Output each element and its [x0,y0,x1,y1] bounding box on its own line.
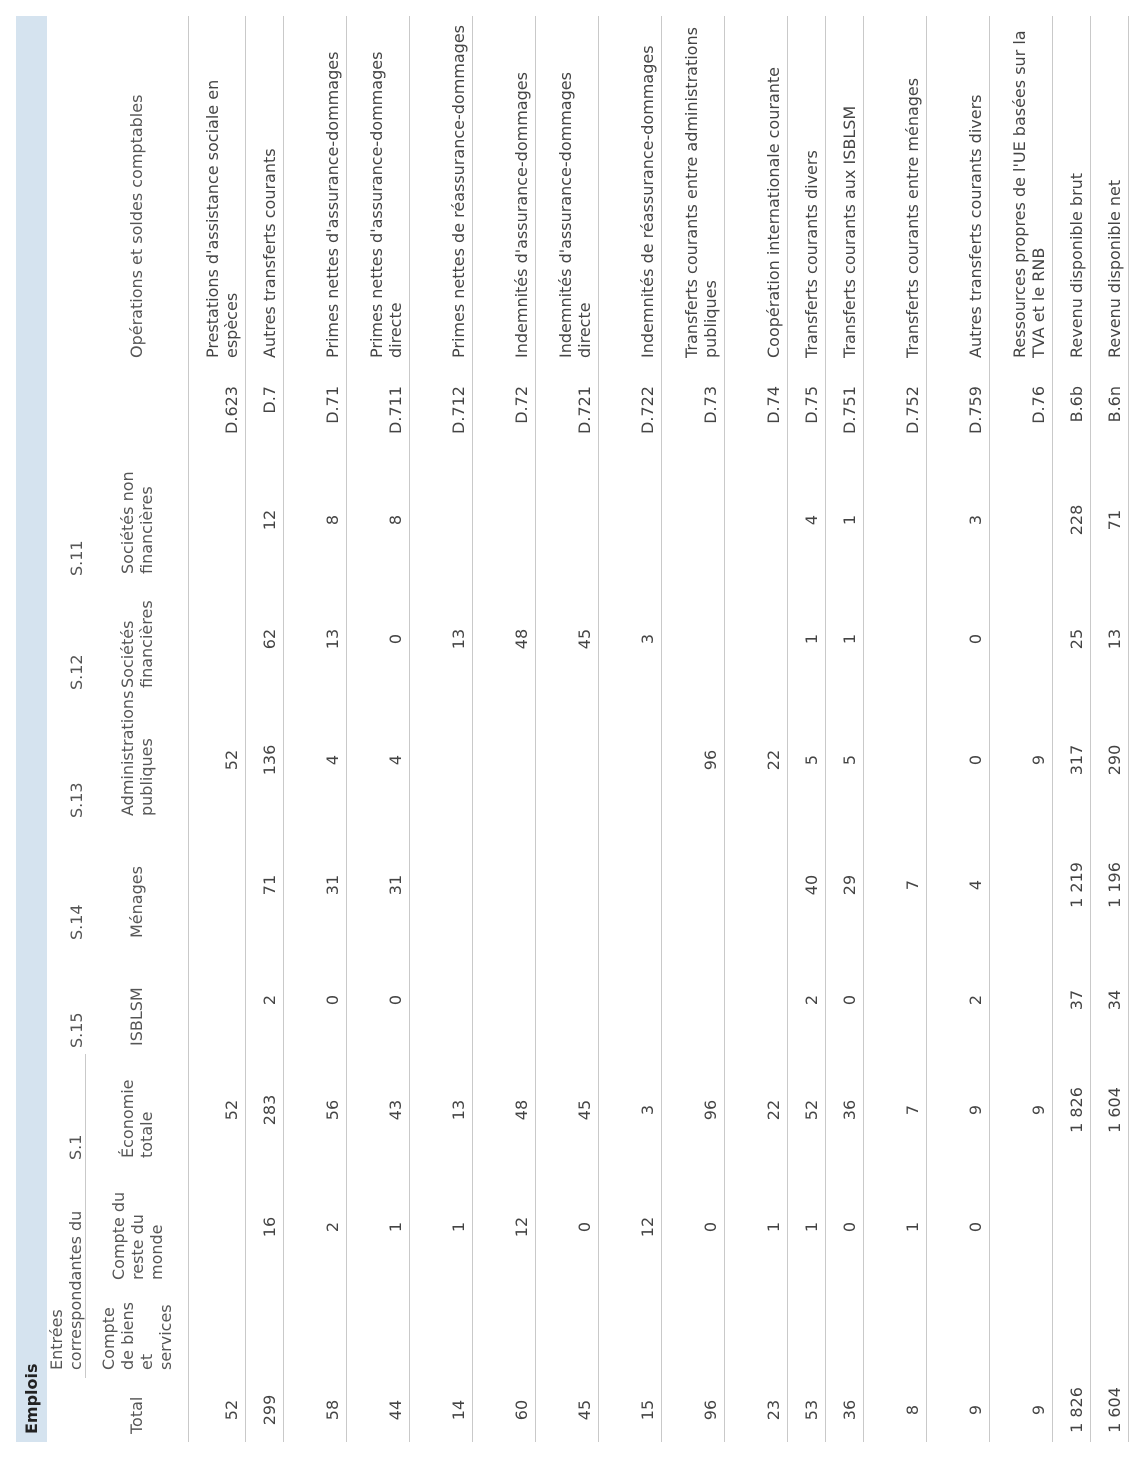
goods-services-cell [536,1288,599,1378]
rest-world-cell: 1 [347,1166,410,1288]
admin-cell: 22 [725,696,788,824]
menages-cell: 40 [788,824,826,946]
soc-fin-cell: 13 [410,582,473,696]
rotated-table-page [16,16,1124,1442]
admin-cell: 136 [246,696,284,824]
sector-code-s13: S.13 [66,782,86,818]
rest-world-cell: 1 [410,1166,473,1288]
sector-code-s14: S.14 [66,904,86,940]
rest-world-cell: 1 [864,1166,927,1288]
menages-cell [189,824,246,946]
table-row [662,16,725,1442]
table-title: Emplois [16,16,47,1442]
rest-world-cell: 16 [246,1166,284,1288]
table-body [189,16,1129,1442]
operation-code: D.71 [284,372,347,458]
total-cell: 58 [284,1378,347,1442]
menages-cell: 7 [864,824,927,946]
soc-fin-cell: 1 [788,582,826,696]
table-row [1053,16,1091,1442]
total-cell: 96 [662,1378,725,1442]
operation-label: Transferts courants entre administrations publiques [662,16,725,372]
sector-code-s12: S.12 [66,654,86,690]
table-row [725,16,788,1442]
admin-cell: 290 [1091,696,1129,824]
col-header-menages: Ménages [86,824,189,946]
admin-cell: 4 [347,696,410,824]
menages-cell [536,824,599,946]
operation-code: D.759 [927,372,990,458]
operation-label: Primes nettes d'assurance-dommages [284,16,347,372]
economie-cell: 48 [473,1054,536,1166]
operation-label: Transferts courants aux ISBLSM [826,16,864,372]
total-cell: 9 [990,1378,1053,1442]
economie-cell: 1 826 [1053,1054,1091,1166]
admin-cell: 52 [189,696,246,824]
col-header-operations: Opérations et soldes comptables [86,16,189,372]
soc-nonfin-cell: 12 [246,458,284,582]
soc-nonfin-cell [536,458,599,582]
soc-nonfin-cell: 71 [1091,458,1129,582]
operation-label: Prestations d'assistance sociale en espèces [189,16,246,372]
economie-cell: 43 [347,1054,410,1166]
isblsm-cell [725,946,788,1054]
table-row [788,16,826,1442]
operation-label: Revenu disponible brut [1053,16,1091,372]
operation-code: B.6n [1091,372,1129,458]
soc-fin-cell [662,582,725,696]
soc-fin-cell: 3 [599,582,662,696]
goods-services-cell [927,1288,990,1378]
total-cell: 60 [473,1378,536,1442]
economie-cell: 36 [826,1054,864,1166]
goods-services-cell [1053,1288,1091,1378]
soc-nonfin-cell: 8 [347,458,410,582]
total-cell: 45 [536,1378,599,1442]
col-header-soc-fin: Sociétés financières [86,582,189,696]
table-row [990,16,1053,1442]
operation-code: D.73 [662,372,725,458]
economie-cell: 7 [864,1054,927,1166]
isblsm-cell: 37 [1053,946,1091,1054]
goods-services-cell [599,1288,662,1378]
menages-cell [662,824,725,946]
goods-services-cell [864,1288,927,1378]
goods-services-cell [662,1288,725,1378]
soc-nonfin-cell [473,458,536,582]
menages-cell: 31 [347,824,410,946]
col-header-rest-world: Compte du reste du monde [86,1166,189,1288]
isblsm-cell [599,946,662,1054]
soc-fin-cell: 13 [1091,582,1129,696]
col-header-economie: Économie totale [86,1054,189,1166]
goods-services-cell [473,1288,536,1378]
soc-nonfin-cell: 8 [284,458,347,582]
sector-code-s15: S.15 [66,1012,86,1048]
rest-world-cell: 0 [536,1166,599,1288]
menages-cell: 29 [826,824,864,946]
col-header-goods-services: Compte de biens et services [86,1288,189,1378]
operation-code: B.6b [1053,372,1091,458]
operation-code: D.712 [410,372,473,458]
entries-group-label: Entrées correspondantes du [47,1166,86,1378]
table-row [599,16,662,1442]
soc-fin-cell [189,582,246,696]
rest-world-cell: 0 [927,1166,990,1288]
admin-cell [864,696,927,824]
operation-label: Primes nettes d'assurance-dommages directe [347,16,410,372]
admin-cell: 5 [826,696,864,824]
menages-cell [990,824,1053,946]
table-row [864,16,927,1442]
economie-cell: 96 [662,1054,725,1166]
admin-cell: 96 [662,696,725,824]
isblsm-cell: 0 [347,946,410,1054]
economie-cell: 13 [410,1054,473,1166]
goods-services-cell [990,1288,1053,1378]
table-row [410,16,473,1442]
isblsm-cell [189,946,246,1054]
soc-fin-cell: 0 [927,582,990,696]
menages-cell: 31 [284,824,347,946]
table-row [246,16,284,1442]
isblsm-cell: 0 [284,946,347,1054]
economie-cell: 9 [990,1054,1053,1166]
soc-fin-cell [725,582,788,696]
total-cell: 9 [927,1378,990,1442]
col-header-soc-nonfin: Sociétés non financières [86,458,189,582]
menages-cell [725,824,788,946]
soc-nonfin-cell: 4 [788,458,826,582]
goods-services-cell [826,1288,864,1378]
col-header-isblsm: ISBLSM [86,946,189,1054]
goods-services-cell [347,1288,410,1378]
soc-fin-cell: 45 [536,582,599,696]
total-cell: 1 826 [1053,1378,1091,1442]
soc-fin-cell: 62 [246,582,284,696]
isblsm-cell: 2 [788,946,826,1054]
sector-code-s1: S.1 [47,1054,86,1166]
rest-world-cell: 2 [284,1166,347,1288]
operation-code: D.76 [990,372,1053,458]
rest-world-cell: 0 [826,1166,864,1288]
economie-cell: 1 604 [1091,1054,1129,1166]
title-bar [16,16,47,1442]
menages-cell: 71 [246,824,284,946]
sector-code-s11: S.11 [66,540,86,576]
operation-label: Autres transferts courants [246,16,284,372]
isblsm-cell [662,946,725,1054]
operation-label: Primes nettes de réassurance-dommages [410,16,473,372]
menages-cell [410,824,473,946]
isblsm-cell [473,946,536,1054]
rest-world-cell [1053,1166,1091,1288]
table-row [189,16,246,1442]
operation-label: Indemnités d'assurance-dommages directe [536,16,599,372]
economie-cell: 56 [284,1054,347,1166]
table-row [1091,16,1129,1442]
operation-label: Ressources propres de l'UE basées sur la TVA et le RNB [990,16,1053,372]
admin-cell [536,696,599,824]
operation-code: D.75 [788,372,826,458]
operation-label: Indemnités d'assurance-dommages [473,16,536,372]
menages-cell: 4 [927,824,990,946]
soc-fin-cell: 25 [1053,582,1091,696]
soc-fin-cell: 1 [826,582,864,696]
isblsm-cell [410,946,473,1054]
table-row [473,16,536,1442]
admin-cell [410,696,473,824]
operation-code: D.751 [826,372,864,458]
operation-label: Transferts courants entre ménages [864,16,927,372]
operation-code: D.722 [599,372,662,458]
total-cell: 15 [599,1378,662,1442]
soc-nonfin-cell [599,458,662,582]
isblsm-cell [990,946,1053,1054]
total-cell: 52 [189,1378,246,1442]
goods-services-cell [246,1288,284,1378]
isblsm-cell [536,946,599,1054]
economie-cell: 283 [246,1054,284,1166]
rest-world-cell: 12 [599,1166,662,1288]
soc-fin-cell: 0 [347,582,410,696]
economie-cell: 3 [599,1054,662,1166]
operation-code: D.752 [864,372,927,458]
admin-cell: 0 [927,696,990,824]
admin-cell: 5 [788,696,826,824]
menages-cell: 1 196 [1091,824,1129,946]
admin-cell: 317 [1053,696,1091,824]
admin-cell [599,696,662,824]
operation-code: D.623 [189,372,246,458]
operation-code: D.721 [536,372,599,458]
operation-code: D.7 [246,372,284,458]
soc-nonfin-cell [662,458,725,582]
soc-nonfin-cell [189,458,246,582]
col-header-total: Total [86,1378,189,1442]
total-cell: 299 [246,1378,284,1442]
soc-nonfin-cell [410,458,473,582]
total-cell: 23 [725,1378,788,1442]
table-row [347,16,410,1442]
total-cell: 8 [864,1378,927,1442]
total-cell: 36 [826,1378,864,1442]
isblsm-cell: 2 [927,946,990,1054]
goods-services-cell [189,1288,246,1378]
soc-nonfin-cell: 228 [1053,458,1091,582]
soc-nonfin-cell [864,458,927,582]
menages-cell [473,824,536,946]
operation-label: Transferts courants divers [788,16,826,372]
admin-cell [473,696,536,824]
rest-world-cell: 1 [725,1166,788,1288]
rest-world-cell [990,1166,1053,1288]
soc-fin-cell: 48 [473,582,536,696]
total-cell: 1 604 [1091,1378,1129,1442]
isblsm-cell: 2 [246,946,284,1054]
economie-cell: 22 [725,1054,788,1166]
soc-nonfin-cell [725,458,788,582]
rest-world-cell: 0 [662,1166,725,1288]
menages-cell [599,824,662,946]
operation-label: Autres transferts courants divers [927,16,990,372]
isblsm-cell [864,946,927,1054]
column-header-row [86,16,189,1442]
operation-label: Coopération internationale courante [725,16,788,372]
rest-world-cell: 1 [788,1166,826,1288]
economie-cell: 52 [189,1054,246,1166]
isblsm-cell: 34 [1091,946,1129,1054]
table-row [826,16,864,1442]
operation-code: D.74 [725,372,788,458]
economie-cell: 9 [927,1054,990,1166]
group-header-row [47,16,86,1442]
economie-cell: 52 [788,1054,826,1166]
col-header-admin: Administrations publiques [86,696,189,824]
goods-services-cell [410,1288,473,1378]
admin-cell: 4 [284,696,347,824]
admin-cell: 9 [990,696,1053,824]
operation-code: D.72 [473,372,536,458]
soc-fin-cell [864,582,927,696]
soc-fin-cell [990,582,1053,696]
rest-world-cell: 12 [473,1166,536,1288]
goods-services-cell [788,1288,826,1378]
total-cell: 14 [410,1378,473,1442]
isblsm-cell: 0 [826,946,864,1054]
table-row [284,16,347,1442]
table-row [536,16,599,1442]
operation-code: D.711 [347,372,410,458]
soc-nonfin-cell: 3 [927,458,990,582]
soc-nonfin-cell [990,458,1053,582]
goods-services-cell [284,1288,347,1378]
total-cell: 44 [347,1378,410,1442]
rest-world-cell [1091,1166,1129,1288]
menages-cell: 1 219 [1053,824,1091,946]
total-cell: 53 [788,1378,826,1442]
goods-services-cell [1091,1288,1129,1378]
table-row [927,16,990,1442]
soc-fin-cell: 13 [284,582,347,696]
goods-services-cell [725,1288,788,1378]
operation-label: Revenu disponible net [1091,16,1129,372]
operation-label: Indemnités de réassurance-dommages [599,16,662,372]
soc-nonfin-cell: 1 [826,458,864,582]
rest-world-cell [189,1166,246,1288]
emplois-table [16,16,1129,1442]
economie-cell: 45 [536,1054,599,1166]
